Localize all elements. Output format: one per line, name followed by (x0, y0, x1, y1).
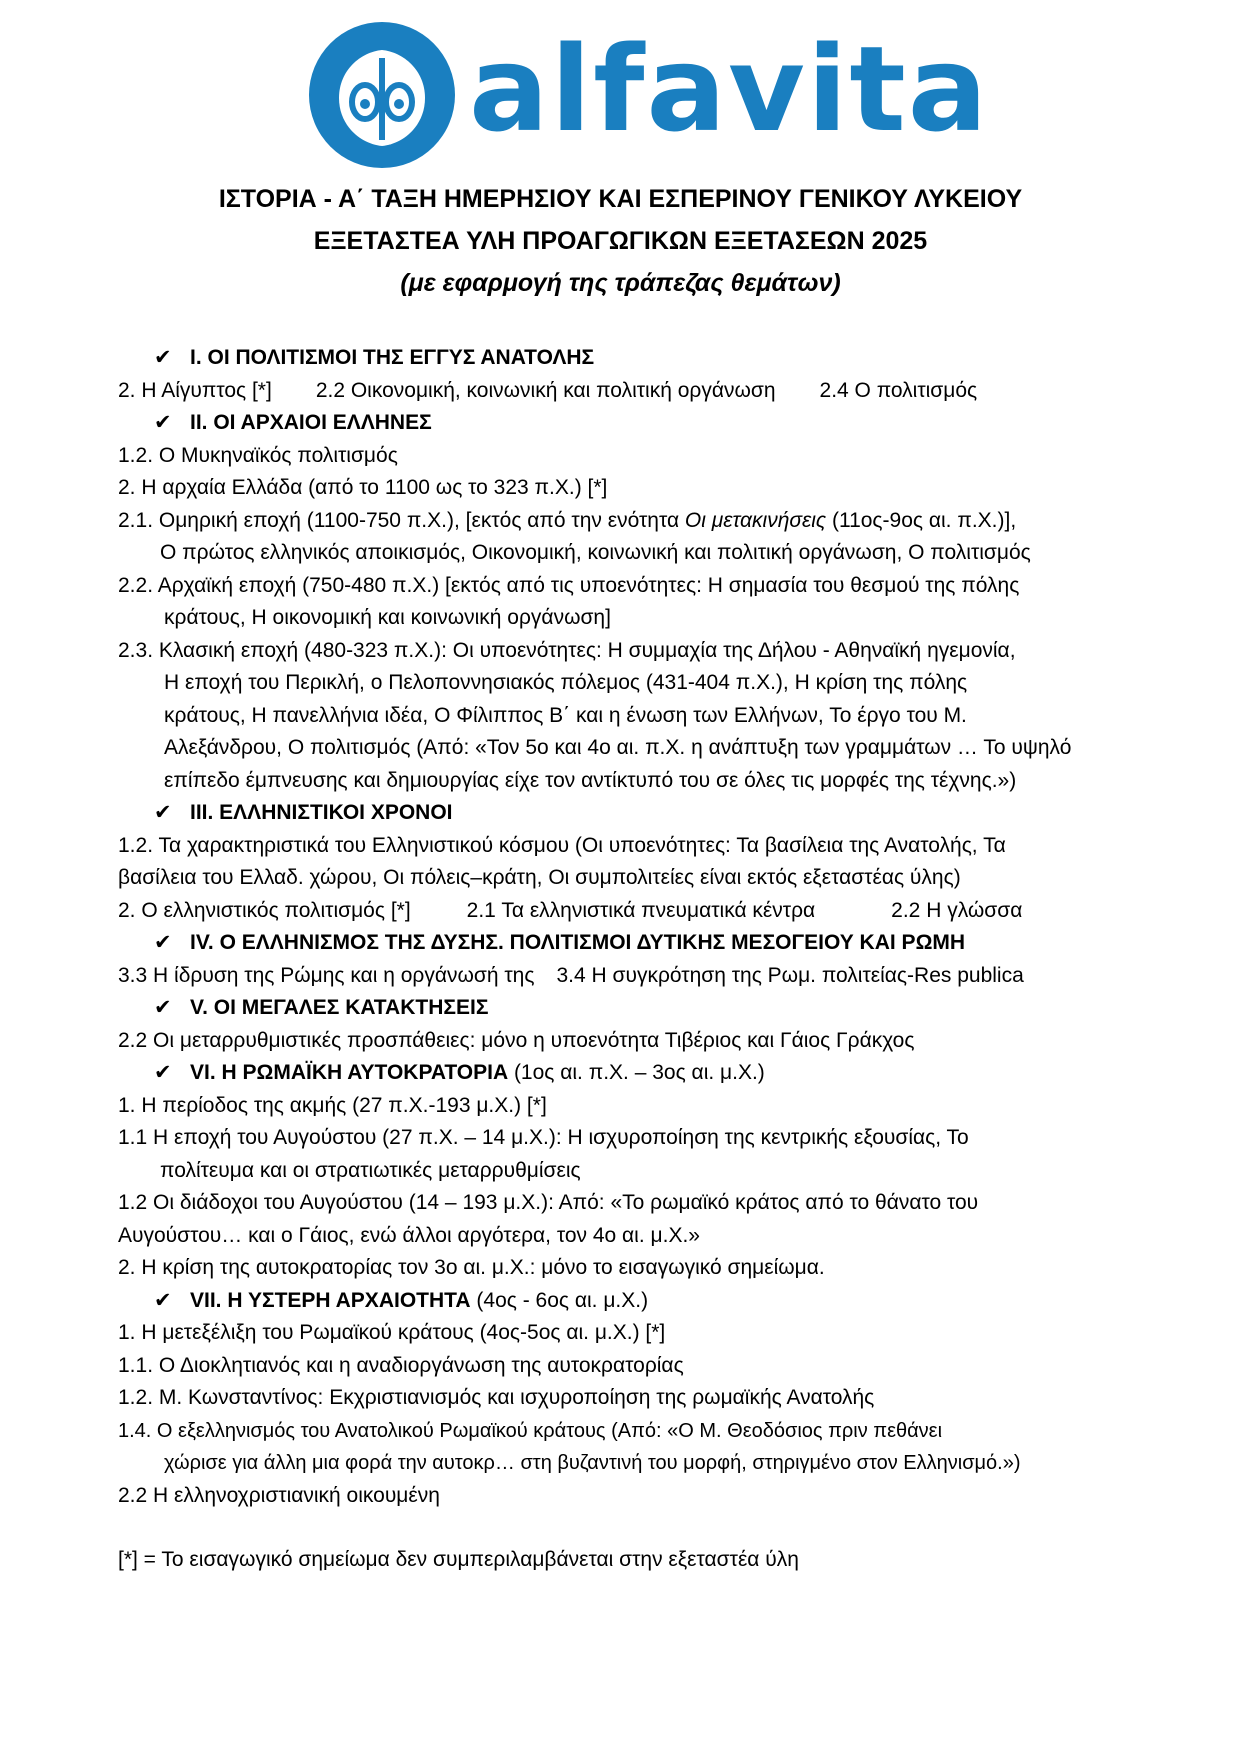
list-item: 2. Η αρχαία Ελλάδα (από το 1100 ως το 323 π.Χ.) [*] (118, 476, 608, 499)
section-heading-7: ✔ VII. Η ΥΣΤΕΡΗ ΑΡΧΑΙΟΤΗΤΑ (4ος - 6ος αι. μ.Χ.) (118, 1285, 1128, 1318)
list-item: 2.2 Η ελληνοχριστιανική οικουμένη (118, 1483, 440, 1507)
section-heading-3: ✔ ΙΙΙ. ΕΛΛΗΝΙΣΤΙΚΟΙ ΧΡΟΝΟΙ (118, 797, 1128, 830)
list-item: βασίλεια του Ελλαδ. χώρου, Οι πόλεις–κράτη, Οι συμπολιτείες είναι εκτός εξεταστέας ύλης) (118, 866, 961, 889)
list-item-continuation: Ο πρώτος ελληνικός αποικισμός, Οικονομική, κοινωνική και πολιτική οργάνωση, Ο πολιτισμός (160, 541, 1031, 564)
syllabus-content (118, 342, 1128, 1577)
checkmark-icon: ✔ (154, 411, 172, 434)
title-line-2: ΕΞΕΤΑΣΤΕΑ ΥΛΗ ΠΡΟΑΓΩΓΙΚΩΝ ΕΞΕΤΑΣΕΩΝ 2025 (313, 227, 928, 255)
list-item: 2. Η κρίση της αυτοκρατορίας τον 3ο αι. μ.Χ.: μόνο το εισαγωγικό σημείωμα. (118, 1256, 825, 1279)
section-heading-4: ✔ IV. Ο ΕΛΛΗΝΙΣΜΟΣ ΤΗΣ ΔΥΣΗΣ. ΠΟΛΙΤΙΣΜΟΙ ΔΥΤΙΚΗΣ ΜΕΣΟΓΕΙΟΥ ΚΑΙ ΡΩΜΗ (118, 927, 1128, 960)
list-item-continuation: επίπεδο έμπνευσης και δημιουργίας είχε τον αντίκτυπό του σε όλες τις μορφές της τέχνης.») (164, 768, 1017, 792)
list-item: 2. Η Αίγυπτος [*] 2.2 Οικονομική, κοινωνική και πολιτική οργάνωση 2.4 Ο πολιτισμός (118, 378, 978, 402)
list-item-continuation: Η εποχή του Περικλή, ο Πελοποννησιακός πόλεμος (431-404 π.Χ.), Η κρίση της πόλης (164, 671, 968, 694)
list-item-continuation: κράτους, Η πανελλήνια ιδέα, Ο Φίλιππος Β΄ και η ένωση των Ελλήνων, Το έργο του Μ. (164, 703, 967, 727)
checkmark-icon: ✔ (154, 801, 172, 824)
list-item: 2.3. Κλασική εποχή (480-323 π.Χ.): Οι υποενότητες: Η συμμαχία της Δήλου - Αθηναϊκή ηγεμονία, (118, 638, 1016, 662)
list-item-continuation: πολίτευμα και οι στρατιωτικές μεταρρυθμίσεις (160, 1158, 581, 1182)
list-item: 3.3 Η ίδρυση της Ρώμης και η οργάνωσή της 3.4 Η συγκρότηση της Ρωμ. πολιτείας-Res publica (118, 963, 1024, 987)
list-item-continuation: χώρισε για άλλη μια φορά την αυτοκρ… στη βυζαντινή του μορφή, στηριγμένο στον Ελληνισμό.») (164, 1452, 1021, 1474)
owl-logo-icon (309, 22, 455, 168)
list-item: 2.2. Αρχαϊκή εποχή (750-480 π.Χ.) [εκτός από τις υποενότητες: Η σημασία του θεσμού της πόλης (118, 573, 1020, 597)
list-item: 1.1 Η εποχή του Αυγούστου (27 π.Χ. – 14 μ.Χ.): Η ισχυροποίηση της κεντρικής εξουσίας, Το (118, 1126, 969, 1149)
list-item: 2.1. Ομηρική εποχή (1100-750 π.Χ.), [εκτός από την ενότητα Οι μετακινήσεις (11ος-9ος αι. π.Χ.)], (118, 508, 1017, 532)
section-heading-1: ✔ Ι. ΟΙ ΠΟΛΙΤΙΣΜΟΙ ΤΗΣ ΕΓΓΥΣ ΑΝΑΤΟΛΗΣ (118, 342, 1128, 375)
list-item: 1.2. Ο Μυκηναϊκός πολιτισμός (118, 443, 398, 467)
list-item-continuation: κράτους, Η οικονομική και κοινωνική οργάνωση] (164, 606, 611, 629)
list-item: 2.2 Οι μεταρρυθμιστικές προσπάθειες: μόνο η υποενότητα Τιβέριος και Γάιος Γράκχος (118, 1028, 915, 1052)
list-item: 1.1. Ο Διοκλητιανός και η αναδιοργάνωση της αυτοκρατορίας (118, 1353, 684, 1377)
list-item: 1.4. Ο εξελληνισμός του Ανατολικού Ρωμαϊκού κράτους (Από: «Ο Μ. Θεοδόσιος πριν πεθάνει (118, 1419, 943, 1442)
title-line-1: ΙΣΤΟΡΙΑ - Α΄ ΤΑΞΗ ΗΜΕΡΗΣΙΟΥ ΚΑΙ ΕΣΠΕΡΙΝΟΥ ΓΕΝΙΚΟΥ ΛΥΚΕΙΟΥ (218, 185, 1023, 213)
logo (309, 22, 989, 168)
section-heading-6: ✔ VI. Η ΡΩΜΑΪΚΗ ΑΥΤΟΚΡΑΤΟΡΙΑ (1ος αι. π.Χ. – 3ος αι. μ.Χ.) (118, 1057, 1128, 1090)
footnote: [*] = Το εισαγωγικό σημείωμα δεν συμπεριλαμβάνεται στην εξεταστέα ύλη (118, 1548, 799, 1571)
section-heading-2: ✔ ΙΙ. ΟΙ ΑΡΧΑΙΟΙ ΕΛΛΗΝΕΣ (118, 407, 1128, 440)
list-item: 1.2 Οι διάδοχοι του Αυγούστου (14 – 193 μ.Χ.): Από: «Το ρωμαϊκό κράτος από το θάνατο του (118, 1191, 979, 1214)
checkmark-icon: ✔ (154, 1061, 172, 1084)
list-item: Αυγούστου… και ο Γάιος, ενώ άλλοι αργότερα, τον 4ο αι. μ.Χ.» (118, 1223, 700, 1247)
title-line-3: (με εφαρμογή της τράπεζας θεμάτων) (400, 269, 841, 297)
list-item: 1. Η περίοδος της ακμής (27 π.Χ.-193 μ.Χ.) [*] (118, 1093, 547, 1117)
section-heading-5: ✔ V. ΟΙ ΜΕΓΑΛΕΣ ΚΑΤΑΚΤΗΣΕΙΣ (118, 992, 1128, 1025)
checkmark-icon: ✔ (154, 346, 172, 369)
list-item-continuation: Αλεξάνδρου, Ο πολιτισμός (Από: «Τον 5ο και 4ο αι. π.Χ. η ανάπτυξη των γραμμάτων … Το υψηλό (164, 736, 1072, 759)
logo-text: alfavita (469, 20, 990, 158)
checkmark-icon: ✔ (154, 931, 172, 954)
list-item: 1. Η μετεξέλιξη του Ρωμαϊκού κράτους (4ος-5ος αι. μ.Χ.) [*] (118, 1321, 666, 1344)
list-item: 1.2. Μ. Κωνσταντίνος: Εκχριστιανισμός και ισχυροποίηση της ρωμαϊκής Ανατολής (118, 1386, 875, 1409)
document-title (0, 178, 1241, 304)
checkmark-icon: ✔ (154, 1288, 172, 1312)
list-item: 2. Ο ελληνιστικός πολιτισμός [*] 2.1 Τα ελληνιστικά πνευματικά κέντρα 2.2 Η γλώσσα (118, 898, 1023, 922)
list-item: 1.2. Τα χαρακτηριστικά του Ελληνιστικού κόσμου (Οι υποενότητες: Τα βασίλεια της Ανατολής, Τα (118, 833, 1006, 857)
checkmark-icon: ✔ (154, 996, 172, 1019)
